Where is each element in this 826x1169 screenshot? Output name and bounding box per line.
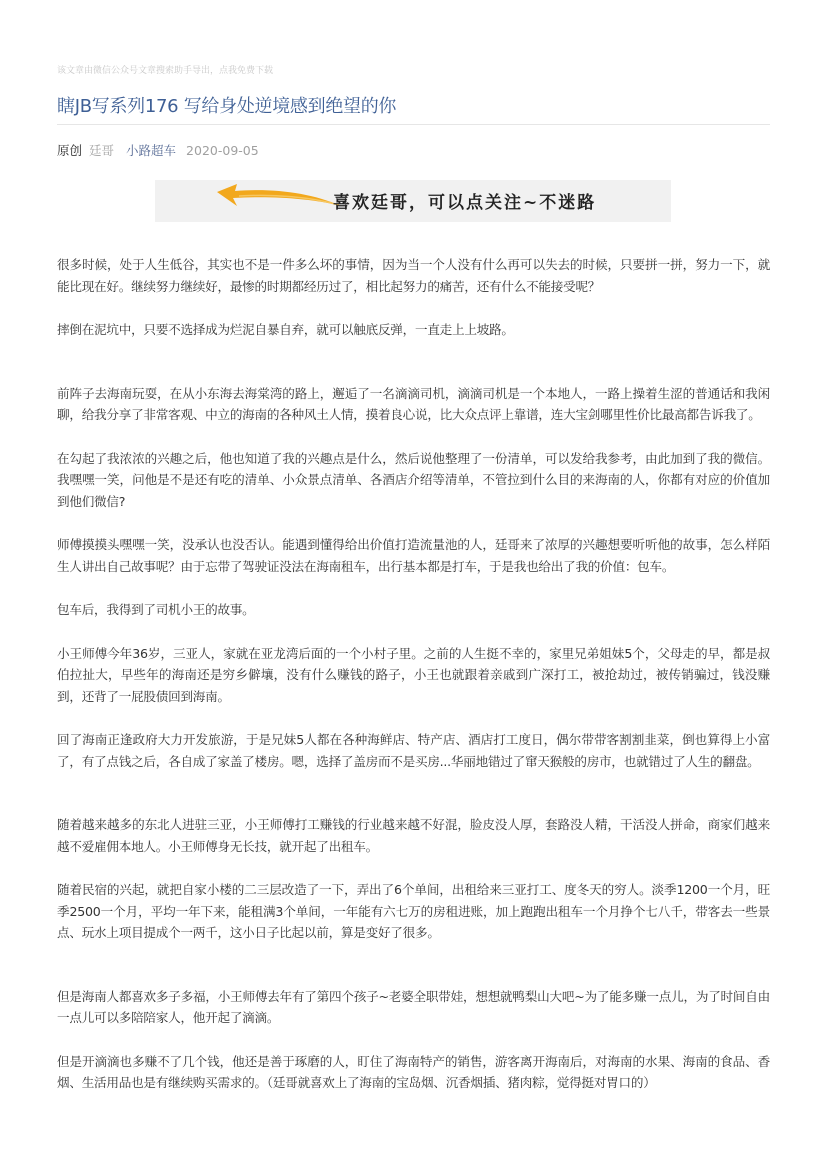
paragraph: 但是海南人都喜欢多子多福，小王师傅去年有了第四个孩子~老婆全职带娃，想想就鸭梨山大吧~为了能多赚一点儿，为了时间自由一点儿可以多陪陪家人，他开起了滴滴。 <box>57 988 770 1025</box>
author-name: 廷哥 <box>89 143 115 158</box>
paragraph: 很多时候，处于人生低谷，其实也不是一件多么坏的事情，因为当一个人没有什么再可以失去的时候，只要拼一拼，努力一下，就能比现在好。继续努力继续好，最惨的时期都经历过了，相比起努力的痛苦，还有什么不能接受呢？ <box>57 257 770 294</box>
paragraph: 随着越来越多的东北人进驻三亚，小王师傅打工赚钱的行业越来越不好混，脸皮没人厚，套路没人精，干活没人拼命，商家们越来越不爱雇佣本地人。小王师傅身无长技，就开起了出租车。 <box>57 817 770 854</box>
paragraph: 随着民宿的兴起，就把自家小楼的二三层改造了一下，弄出了6个单间，出租给来三亚打工、度冬天的穷人。淡季1200一个月，旺季2500一个月，平均一年下来，能租满3个单间，一年能有六七万的房租进账，加上跑跑出租车一个月挣个七八千，带客去一些景点、玩水上项目提成个一两千，这小日子比起以前，算是变好了很多。 <box>57 882 770 940</box>
article-title: 瞎JB写系列176 写给身处逆境感到绝望的你 <box>57 96 397 117</box>
paragraph: 回了海南正逢政府大力开发旅游，于是兄妹5人都在各种海鲜店、特产店、酒店打工度日，偶尔带带客割割韭菜，倒也算得上小富了，有了点钱之后，各自成了家盖了楼房。嗯，选择了盖房而不是买房...华丽地错过了窜天猴般的房市，也就错过了人生的翻盘。 <box>57 732 770 769</box>
paragraph: 包车后，我得到了司机小王的故事。 <box>57 602 255 617</box>
title-divider <box>57 124 770 125</box>
banner-text: 喜欢廷哥，可以点关注~不迷路 <box>333 193 597 213</box>
swoosh-arrow-icon <box>215 182 345 218</box>
follow-banner <box>155 180 671 222</box>
paragraph: 师傅摸摸头嘿嘿一笑，没承认也没否认。能遇到懂得给出价值打造流量池的人，廷哥来了浓厚的兴趣想要听听他的故事，怎么样陌生人讲出自己故事呢？由于忘带了驾驶证没法在海南租车，出行基本都是打车，于是我也给出了我的价值：包车。 <box>57 537 770 574</box>
paragraph: 摔倒在泥坑中，只要不选择成为烂泥自暴自弃，就可以触底反弹，一直走上上坡路。 <box>57 322 514 337</box>
original-label: 原创 <box>57 143 83 158</box>
article-body <box>57 254 770 1094</box>
publish-date: 2020-09-05 <box>186 143 259 158</box>
paragraph: 在勾起了我浓浓的兴趣之后，他也知道了我的兴趣点是什么，然后说他整理了一份清单，可以发给我参考，由此加到了我的微信。我嘿嘿一笑，问他是不是还有吃的清单、小众景点清单、各酒店介绍等清单，不管拉到什么目的来海南的人，你都有对应的价值加到他们微信? <box>57 450 770 509</box>
article-meta <box>57 141 259 159</box>
paragraph: 前阵子去海南玩耍，在从小东海去海棠湾的路上，邂逅了一名滴滴司机，滴滴司机是一个本地人，一路上操着生涩的普通话和我闲聊，给我分享了非常客观、中立的海南的各种风土人情，摸着良心说，比大众点评上靠谱，连大宝剑哪里性价比最高都告诉我了。 <box>57 385 770 422</box>
account-name-link[interactable]: 小路超车 <box>126 143 177 158</box>
export-notice-link[interactable]: 该文章由微信公众号文章搜索助手导出，点我免费下载 <box>57 66 274 76</box>
paragraph: 但是开滴滴也多赚不了几个钱，他还是善于琢磨的人，盯住了海南特产的销售，游客离开海南后，对海南的水果、海南的食品、香烟、生活用品也是有继续购买需求的。（廷哥就喜欢上了海南的宝岛烟、沉香烟插、猪肉粽，觉得挺对胃口的） <box>57 1053 770 1090</box>
paragraph: 小王师傅今年36岁，三亚人，家就在亚龙湾后面的一个小村子里。之前的人生挺不幸的，家里兄弟姐妹5个，父母走的早，都是叔伯拉扯大，早些年的海南还是穷乡僻壤，没有什么赚钱的路子，小王也就跟着亲戚到广深打工，被抢劫过，被传销骗过，钱没赚到，还背了一屁股债回到海南。 <box>57 645 770 704</box>
